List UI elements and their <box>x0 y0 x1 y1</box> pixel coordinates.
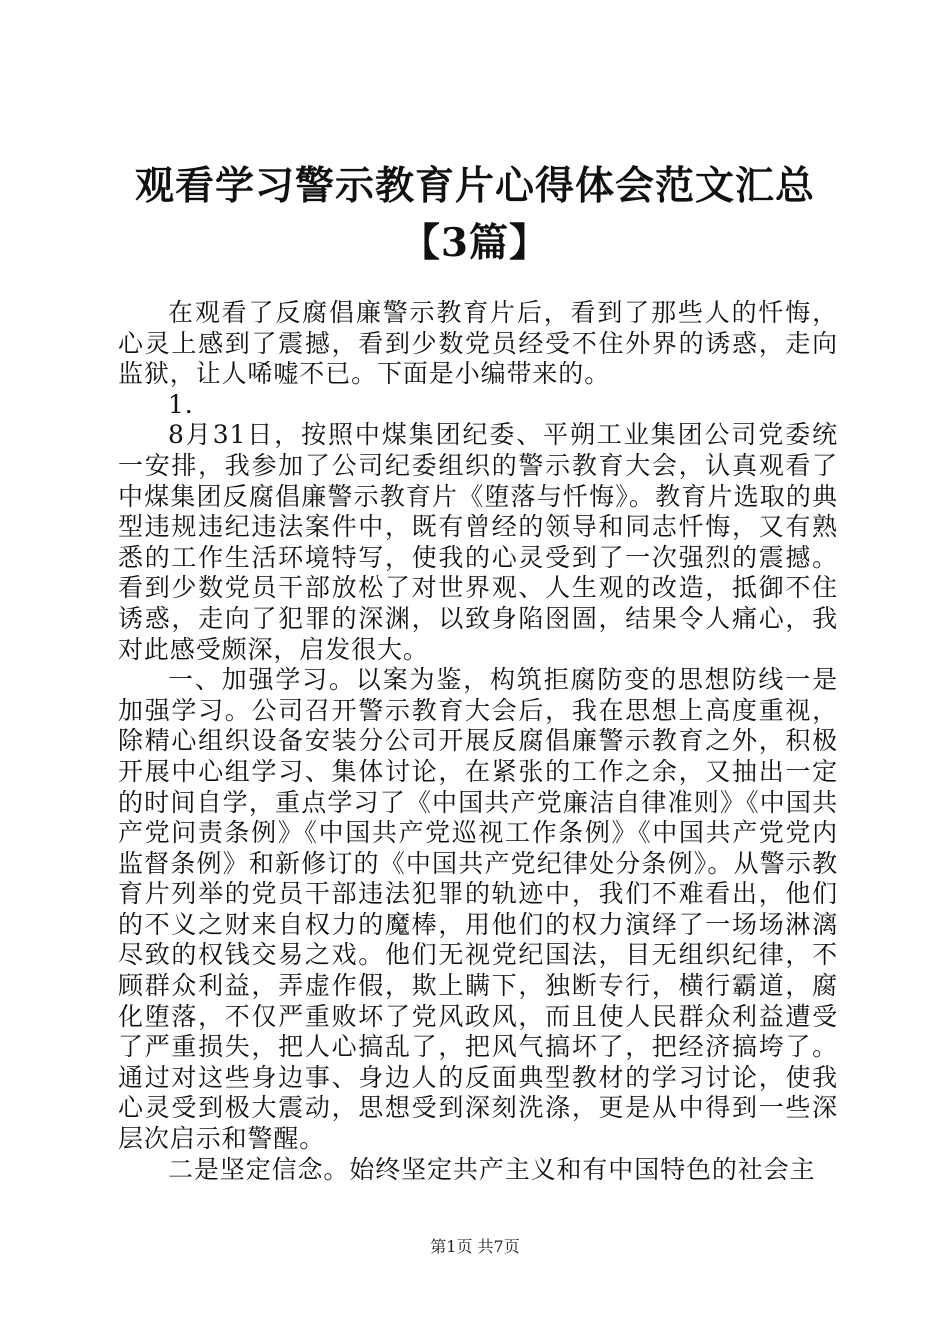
document-title: 观看学习警示教育片心得体会范文汇总【3篇】 <box>134 163 815 266</box>
page-footer: 第1页 共7页 <box>430 1237 520 1256</box>
document-body <box>118 298 838 1185</box>
intro-paragraph: 在观看了反腐倡廉警示教育片后，看到了那些人的忏悔，心灵上感到了震撼，看到少数党员经受不住外界的诱惑，走向监狱，让人唏嘘不已。下面是小编带来的。 <box>118 298 838 389</box>
section-number: 1. <box>168 389 194 419</box>
body-paragraph: 8月31日，按照中煤集团纪委、平朔工业集团公司党委统一安排，我参加了公司纪委组织的警示教育大会，认真观看了中煤集团反腐倡廉警示教育片《堕落与忏悔》。教育片选取的典型违规违纪违法案件中，既有曾经的领导和同志忏悔，又有熟悉的工作生活环境特写，使我的心灵受到了一次强烈的震撼。看到少数党员干部放松了对世界观、人生观的改造，抵御不住诱惑，走向了犯罪的深渊，以致身陷囹圄，结果令人痛心，我对此感受颇深，启发很大。 <box>118 420 838 664</box>
body-paragraph: 一、加强学习。以案为鉴，构筑拒腐防变的思想防线一是加强学习。公司召开警示教育大会后，我在思想上高度重视，除精心组织设备安装分公司开展反腐倡廉警示教育之外，积极开展中心组学习、集体讨论，在紧张的工作之余，又抽出一定的时间自学，重点学习了《中国共产党廉洁自律准则》《中国共产党问责条例》《中国共产党巡视工作条例》《中国共产党党内监督条例》和新修订的《中国共产党纪律处分条例》。从警示教育片列举的党员干部违法犯罪的轨迹中，我们不难看出，他们的不义之财来自权力的魔棒，用他们的权力演绎了一场场淋漓尽致的权钱交易之戏。他们无视党纪国法，目无组织纪律，不顾群众利益，弄虚作假，欺上瞒下，独断专行，横行霸道，腐化堕落，不仅严重败坏了党风政风，而且使人民群众利益遭受了严重损失，把人心搞乱了，把风气搞坏了，把经济搞垮了。通过对这些身边事、身边人的反面典型教材的学习讨论，使我心灵受到极大震动，思想受到深刻洗涤，更是从中得到一些深层次启示和警醒。 <box>118 665 838 1154</box>
body-paragraph: 二是坚定信念。始终坚定共产主义和有中国特色的社会主 <box>168 1154 816 1184</box>
